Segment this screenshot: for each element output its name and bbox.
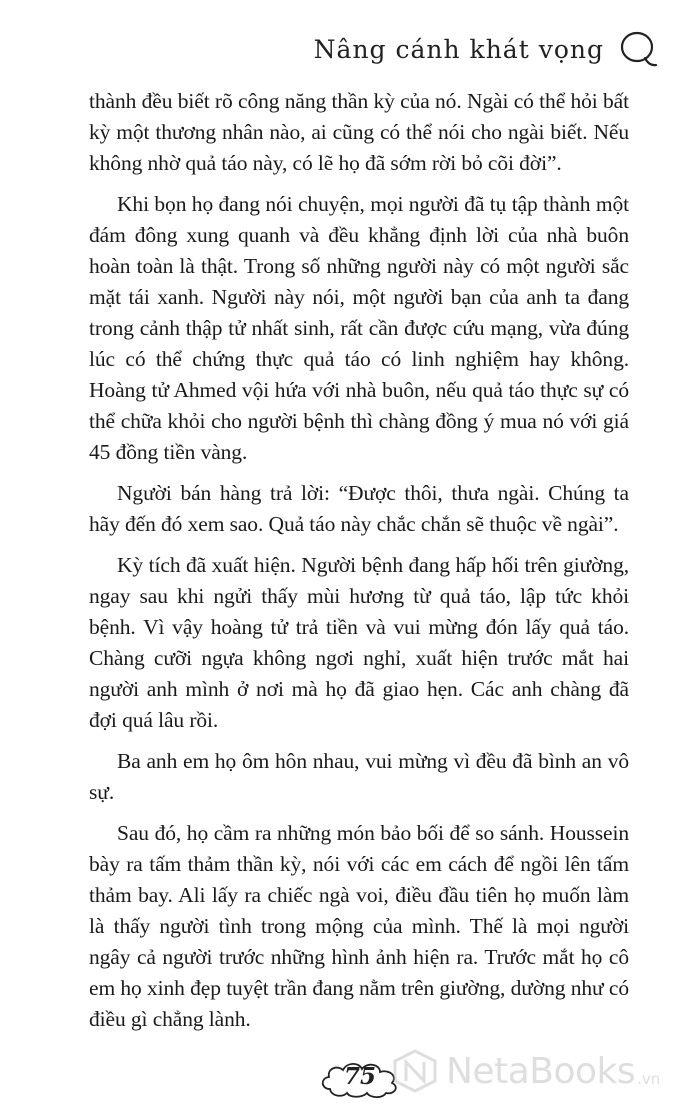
paragraph: Khi bọn họ đang nói chuyện, mọi người đã tụ tập thành một đám đông xung quanh và đều khẳng định lời của nhà buôn hoàn toàn là thật. Trong số những người này có một người sắc mặt tái xanh. Người này nói, một người bạn của anh ta đang trong cảnh thập tử nhất sinh, rất cần được cứu mạng, vừa đúng lúc có thể chứng thực quả táo có linh nghiệm hay không. Hoàng tử Ahmed vội hứa với nhà buôn, nếu quả táo thực sự có thể chữa khỏi cho người bệnh thì chàng đồng ý mua nó với giá 45 đồng tiền vàng. [89,192,629,464]
netabooks-logo-icon [392,1048,438,1094]
paragraph: thành đều biết rõ công năng thần kỳ của nó. Ngài có thể hỏi bất kỳ một thương nhân nào, ai cũng có thể nói cho ngài biết. Nếu không nhờ quả táo này, có lẽ họ đã sớm rời bỏ cõi đời”. [89,89,629,175]
paragraph: Người bán hàng trả lời: “Được thôi, thưa ngài. Chúng ta hãy đến đó xem sao. Quả táo này chắc chắn sẽ thuộc về ngài”. [89,481,629,536]
book-title: Nâng cánh khát vọng [313,34,604,64]
paragraph: Ba anh em họ ôm hôn nhau, vui mừng vì đều đã bình an vô sự. [89,749,629,804]
watermark-suffix: .vn [637,1070,661,1088]
running-header [314,28,658,70]
page-body [89,86,629,1045]
page-number: 75 [343,1063,376,1090]
page-number-badge [318,1059,402,1099]
paragraph: Kỳ tích đã xuất hiện. Người bệnh đang hấp hối trên giường, ngay sau khi ngửi thấy mùi hương từ quả táo, lập tức khỏi bệnh. Vì vậy hoàng tử trả tiền và vui mừng đón lấy quả táo. Chàng cưỡi ngựa không ngơi nghỉ, xuất hiện trước mắt hai người anh mình ở nơi mà họ đã giao hẹn. Các anh chàng đã đợi quá lâu rồi. [89,553,629,732]
magnifier-icon [618,28,658,70]
watermark [392,1048,660,1094]
paragraph: Sau đó, họ cầm ra những món bảo bối để so sánh. Houssein bày ra tấm thảm thần kỳ, nói với các em cách để ngồi lên tấm thảm bay. Ali lấy ra chiếc ngà voi, điều đầu tiên họ muốn làm là thấy người tình trong mộng của mình. Thế là mọi người ngây cả người trước những hình ảnh hiện ra. Trước mắt họ cô em họ xinh đẹp tuyệt trần đang nằm trên giường, dường như có điều gì chẳng lành. [89,821,629,1031]
watermark-text: NetaBooks [446,1050,636,1092]
